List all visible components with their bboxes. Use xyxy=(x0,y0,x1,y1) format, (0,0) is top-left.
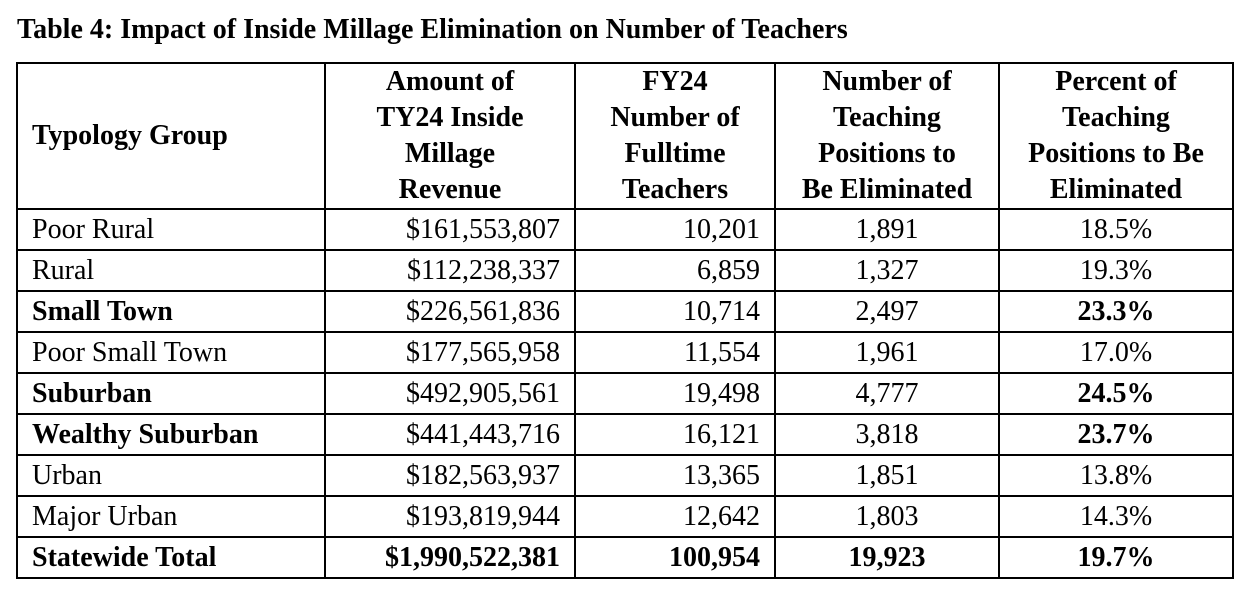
header-row xyxy=(17,63,1233,209)
cell-typology-group: Major Urban xyxy=(17,496,325,537)
table-row xyxy=(17,332,1233,373)
cell-positions: 1,851 xyxy=(775,455,999,496)
cell-positions: 1,803 xyxy=(775,496,999,537)
table-title: Table 4: Impact of Inside Millage Elimination on Number of Teachers xyxy=(17,14,848,45)
cell-typology-group: Urban xyxy=(17,455,325,496)
cell-typology-group: Poor Small Town xyxy=(17,332,325,373)
table-row xyxy=(17,455,1233,496)
header-line: Amount of xyxy=(385,66,515,97)
table-row xyxy=(17,496,1233,537)
cell-revenue: $177,565,958 xyxy=(325,332,575,373)
cell-percent: 23.7% xyxy=(999,414,1233,455)
cell-teachers: 19,498 xyxy=(575,373,775,414)
header-line: Positions to xyxy=(818,138,956,169)
cell-positions: 4,777 xyxy=(775,373,999,414)
cell-percent: 13.8% xyxy=(999,455,1233,496)
cell-positions: 1,961 xyxy=(775,332,999,373)
header-line: Number of xyxy=(822,66,952,97)
cell-revenue: $226,561,836 xyxy=(325,291,575,332)
cell-teachers: 10,201 xyxy=(575,209,775,250)
header-typology-group xyxy=(17,63,325,209)
header-positions-eliminated xyxy=(775,63,999,209)
header-percent-eliminated xyxy=(999,63,1233,209)
cell-typology-group: Rural xyxy=(17,250,325,291)
cell-teachers: 13,365 xyxy=(575,455,775,496)
header-line: Revenue xyxy=(398,174,502,205)
header-teachers xyxy=(575,63,775,209)
table-row xyxy=(17,373,1233,414)
header-line: FY24 xyxy=(642,66,708,97)
header-line: Number of xyxy=(610,102,740,133)
cell-percent: 23.3% xyxy=(999,291,1233,332)
cell-percent: 19.7% xyxy=(999,537,1233,578)
header-revenue xyxy=(325,63,575,209)
header-line: Teaching xyxy=(1062,102,1170,133)
cell-revenue: $161,553,807 xyxy=(325,209,575,250)
table-row xyxy=(17,209,1233,250)
header-line: Typology Group xyxy=(32,120,228,151)
cell-revenue: $492,905,561 xyxy=(325,373,575,414)
cell-typology-group: Small Town xyxy=(17,291,325,332)
header-line: Percent of xyxy=(1055,66,1177,97)
cell-percent: 24.5% xyxy=(999,373,1233,414)
cell-positions: 19,923 xyxy=(775,537,999,578)
cell-positions: 2,497 xyxy=(775,291,999,332)
cell-teachers: 11,554 xyxy=(575,332,775,373)
cell-typology-group: Wealthy Suburban xyxy=(17,414,325,455)
cell-teachers: 16,121 xyxy=(575,414,775,455)
cell-teachers: 100,954 xyxy=(575,537,775,578)
cell-percent: 19.3% xyxy=(999,250,1233,291)
header-line: Eliminated xyxy=(1049,174,1183,205)
cell-percent: 18.5% xyxy=(999,209,1233,250)
cell-revenue: $193,819,944 xyxy=(325,496,575,537)
header-line: TY24 Inside xyxy=(376,102,524,133)
cell-teachers: 12,642 xyxy=(575,496,775,537)
teachers-impact-table xyxy=(16,62,1234,579)
cell-teachers: 6,859 xyxy=(575,250,775,291)
header-line: Be Eliminated xyxy=(801,174,973,205)
cell-percent: 17.0% xyxy=(999,332,1233,373)
header-line: Fulltime xyxy=(624,138,726,169)
table-row xyxy=(17,250,1233,291)
cell-percent: 14.3% xyxy=(999,496,1233,537)
cell-positions: 1,327 xyxy=(775,250,999,291)
header-line: Positions to Be xyxy=(1028,138,1204,169)
header-line: Millage xyxy=(404,138,496,169)
header-line: Teaching xyxy=(833,102,941,133)
cell-revenue: $1,990,522,381 xyxy=(325,537,575,578)
cell-positions: 3,818 xyxy=(775,414,999,455)
cell-teachers: 10,714 xyxy=(575,291,775,332)
cell-positions: 1,891 xyxy=(775,209,999,250)
cell-revenue: $441,443,716 xyxy=(325,414,575,455)
header-line: Teachers xyxy=(621,174,729,205)
cell-revenue: $182,563,937 xyxy=(325,455,575,496)
cell-typology-group: Suburban xyxy=(17,373,325,414)
cell-revenue: $112,238,337 xyxy=(325,250,575,291)
table-row xyxy=(17,291,1233,332)
cell-typology-group: Poor Rural xyxy=(17,209,325,250)
total-row xyxy=(17,537,1233,578)
table-row xyxy=(17,414,1233,455)
cell-typology-group: Statewide Total xyxy=(17,537,325,578)
